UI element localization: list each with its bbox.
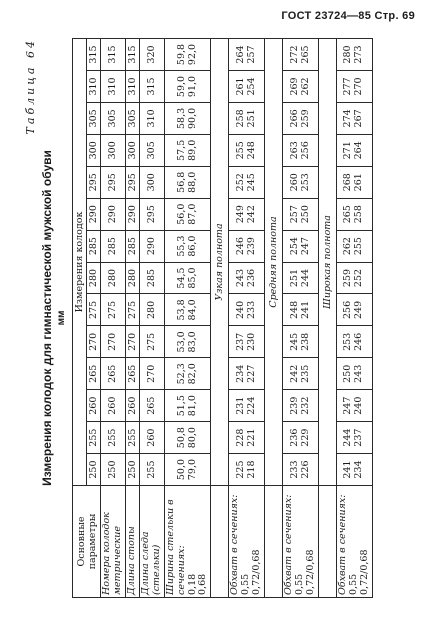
data-cell xyxy=(229,102,265,134)
data-cell xyxy=(283,134,319,166)
data-cell xyxy=(283,71,319,103)
data-cell: 255 xyxy=(125,422,139,454)
cell-value: 251 xyxy=(245,109,257,128)
data-cell: 300 xyxy=(125,134,139,166)
data-cell xyxy=(336,198,372,230)
row-label-text: Длина стопы xyxy=(125,526,137,595)
data-cell: 320 xyxy=(139,39,164,71)
data-cell: 255 xyxy=(101,422,126,454)
cell-value: 59,0 xyxy=(175,75,187,98)
column-header: 290 xyxy=(87,198,101,230)
cell-value: 237 xyxy=(234,332,246,351)
data-cell: 285 xyxy=(125,230,139,262)
cell-value: 267 xyxy=(353,109,365,128)
data-cell xyxy=(164,262,211,294)
section-title: Широкая полнота xyxy=(318,39,336,486)
data-cell xyxy=(283,102,319,134)
data-cell: 310 xyxy=(101,71,126,103)
data-cell xyxy=(229,262,265,294)
data-cell xyxy=(283,422,319,454)
data-cell: 315 xyxy=(125,39,139,71)
cell-value: 83,0 xyxy=(186,331,198,353)
row-label xyxy=(229,486,265,598)
data-cell xyxy=(336,390,372,422)
cell-value: 50,8 xyxy=(175,427,187,449)
row-sublabel: 0,55 xyxy=(294,573,306,595)
data-cell xyxy=(336,262,372,294)
data-cell: 255 xyxy=(139,454,164,486)
cell-value: 91,0 xyxy=(186,75,198,98)
data-cell xyxy=(336,294,372,326)
cell-value: 53,8 xyxy=(175,299,187,321)
cell-value: 258 xyxy=(234,109,246,128)
cell-value: 225 xyxy=(234,460,246,479)
cell-value: 258 xyxy=(353,205,365,224)
table-body xyxy=(101,39,373,598)
cell-value: 246 xyxy=(353,332,365,351)
cell-value: 255 xyxy=(234,141,246,160)
data-cell: 270 xyxy=(125,326,139,358)
data-cell xyxy=(229,390,265,422)
data-cell xyxy=(229,134,265,166)
data-cell xyxy=(336,39,372,71)
column-header: 260 xyxy=(87,390,101,422)
data-cell xyxy=(164,454,211,486)
data-cell xyxy=(283,39,319,71)
cell-value: 264 xyxy=(234,45,246,64)
cell-value: 236 xyxy=(288,428,300,447)
data-cell: 250 xyxy=(125,454,139,486)
cell-value: 231 xyxy=(234,396,246,415)
cell-value: 252 xyxy=(353,268,365,288)
cell-value: 261 xyxy=(353,173,365,192)
data-cell xyxy=(229,454,265,486)
cell-value: 241 xyxy=(342,460,354,479)
cell-value: 242 xyxy=(245,205,257,224)
data-cell: 270 xyxy=(101,326,126,358)
data-cell xyxy=(164,358,211,390)
cell-value: 227 xyxy=(245,364,257,383)
data-cell: 315 xyxy=(139,71,164,103)
data-cell: 270 xyxy=(139,358,164,390)
cell-value: 237 xyxy=(353,428,365,447)
cell-value: 254 xyxy=(288,237,300,256)
data-cell: 315 xyxy=(101,39,126,71)
cell-value: 57,5 xyxy=(175,139,187,161)
cell-value: 247 xyxy=(342,396,354,415)
data-cell: 265 xyxy=(125,358,139,390)
cell-value: 280 xyxy=(342,45,354,64)
cell-value: 51,5 xyxy=(175,395,187,417)
param-header: Основные параметры xyxy=(73,486,101,598)
cell-value: 239 xyxy=(288,396,300,415)
column-header: 285 xyxy=(87,230,101,262)
row-label xyxy=(125,486,139,598)
cell-value: 56,0 xyxy=(175,203,187,225)
data-cell: 265 xyxy=(101,358,126,390)
cell-value: 56,8 xyxy=(175,171,187,193)
row-sublabel: 0,55 xyxy=(240,573,252,595)
row-label xyxy=(283,486,319,598)
cell-value: 261 xyxy=(234,77,246,96)
cell-value: 50,0 xyxy=(175,458,187,481)
data-cell xyxy=(164,390,211,422)
cell-value: 88,0 xyxy=(186,171,198,193)
cell-value: 269 xyxy=(288,77,300,96)
data-cell xyxy=(336,326,372,358)
cell-value: 256 xyxy=(342,300,354,319)
data-cell xyxy=(164,230,211,262)
data-cell xyxy=(229,326,265,358)
cell-value: 254 xyxy=(245,77,257,96)
cell-value: 229 xyxy=(299,428,311,447)
table-row xyxy=(336,39,372,598)
data-cell xyxy=(283,358,319,390)
cell-value: 246 xyxy=(234,237,246,256)
cell-value: 266 xyxy=(288,109,300,128)
row-sublabel: 0,72/0,68 xyxy=(358,549,370,595)
data-cell xyxy=(164,71,211,103)
column-header: 315 xyxy=(87,39,101,71)
cell-value: 52,3 xyxy=(175,363,187,385)
cell-value: 250 xyxy=(342,364,354,383)
data-cell xyxy=(283,454,319,486)
cell-value: 221 xyxy=(245,428,257,447)
cell-value: 59,8 xyxy=(175,43,187,66)
cell-value: 90,0 xyxy=(186,107,198,129)
data-cell xyxy=(336,230,372,262)
column-header: 250 xyxy=(87,454,101,486)
column-header: 270 xyxy=(87,326,101,358)
column-header: 255 xyxy=(87,422,101,454)
data-cell xyxy=(336,102,372,134)
cell-value: 238 xyxy=(299,332,311,351)
cell-value: 55,3 xyxy=(175,235,187,257)
table-number: Таблица 64 xyxy=(24,38,37,135)
row-sublabel: 0,72/0,68 xyxy=(251,549,263,595)
cell-value: 244 xyxy=(299,268,311,288)
cell-value: 243 xyxy=(234,268,246,288)
column-header: 280 xyxy=(87,262,101,294)
data-cell: 300 xyxy=(139,166,164,198)
row-sublabel: 0,18 xyxy=(186,573,198,595)
section-title-row xyxy=(318,39,336,598)
data-cell: 275 xyxy=(101,294,126,326)
row-label xyxy=(164,486,211,598)
data-cell xyxy=(229,294,265,326)
section-title: Узкая полнота xyxy=(211,39,229,486)
data-cell xyxy=(229,198,265,230)
data-cell: 295 xyxy=(125,166,139,198)
cell-value: 244 xyxy=(342,428,354,447)
cell-value: 257 xyxy=(288,205,300,224)
cell-value: 228 xyxy=(234,428,246,447)
data-cell: 290 xyxy=(125,198,139,230)
data-cell xyxy=(164,422,211,454)
data-cell xyxy=(229,166,265,198)
cell-value: 235 xyxy=(299,364,311,383)
row-label-text: Обхват в сечениях: xyxy=(336,494,348,595)
data-cell xyxy=(336,422,372,454)
table-unit: мм xyxy=(56,310,67,326)
column-header: 265 xyxy=(87,358,101,390)
data-cell xyxy=(336,134,372,166)
data-cell xyxy=(164,134,211,166)
cell-value: 84,0 xyxy=(186,299,198,321)
cell-value: 92,0 xyxy=(186,43,198,66)
cell-value: 241 xyxy=(299,300,311,319)
cell-value: 263 xyxy=(288,141,300,160)
column-header: 295 xyxy=(87,166,101,198)
cell-value: 242 xyxy=(288,364,300,383)
cell-value: 233 xyxy=(288,460,300,479)
data-cell: 285 xyxy=(139,262,164,294)
row-label xyxy=(139,486,164,598)
row-sublabel: 0,72/0,68 xyxy=(304,549,316,595)
cell-value: 262 xyxy=(299,77,311,96)
cell-value: 234 xyxy=(234,364,246,383)
data-cell: 310 xyxy=(139,102,164,134)
data-cell xyxy=(164,102,211,134)
section-spacer xyxy=(318,486,336,598)
data-cell: 275 xyxy=(139,326,164,358)
table-row xyxy=(164,39,211,598)
table-row xyxy=(139,39,164,598)
cell-value: 233 xyxy=(245,300,257,319)
cell-value: 252 xyxy=(234,173,246,192)
cell-value: 87,0 xyxy=(186,203,198,225)
row-sublabel: 0,55 xyxy=(347,573,359,595)
cell-value: 85,0 xyxy=(186,267,198,289)
cell-value: 259 xyxy=(342,268,354,288)
cell-value: 265 xyxy=(342,205,354,224)
cell-value: 272 xyxy=(288,45,300,64)
data-cell: 295 xyxy=(101,166,126,198)
column-header: 300 xyxy=(87,134,101,166)
cell-value: 271 xyxy=(342,141,354,160)
data-cell xyxy=(283,326,319,358)
cell-value: 268 xyxy=(342,173,354,192)
cell-value: 255 xyxy=(353,237,365,256)
data-cell: 265 xyxy=(139,390,164,422)
data-cell xyxy=(229,71,265,103)
cell-value: 270 xyxy=(353,77,365,96)
cell-value: 82,0 xyxy=(186,363,198,385)
cell-value: 239 xyxy=(245,237,257,256)
cell-value: 81,0 xyxy=(186,395,198,417)
row-label-text: Обхват в сечениях: xyxy=(283,494,295,595)
cell-value: 248 xyxy=(245,141,257,160)
cell-value: 245 xyxy=(245,173,257,192)
cell-value: 277 xyxy=(342,77,354,96)
cell-value: 259 xyxy=(299,109,311,128)
row-sublabel: 0,68 xyxy=(197,573,209,595)
cell-value: 240 xyxy=(234,300,246,319)
cell-value: 232 xyxy=(299,396,311,415)
data-cell xyxy=(164,39,211,71)
cell-value: 230 xyxy=(245,332,257,351)
row-label-text: Номера колодок метрические xyxy=(101,512,123,595)
data-cell xyxy=(283,294,319,326)
data-cell xyxy=(283,262,319,294)
measurements-table xyxy=(72,38,373,598)
cell-value: 249 xyxy=(353,300,365,319)
table-row xyxy=(229,39,265,598)
cell-value: 253 xyxy=(299,173,311,192)
cell-value: 274 xyxy=(342,109,354,128)
data-cell: 260 xyxy=(101,390,126,422)
cell-value: 86,0 xyxy=(186,235,198,257)
data-cell: 280 xyxy=(101,262,126,294)
data-cell: 280 xyxy=(125,262,139,294)
data-cell: 305 xyxy=(125,102,139,134)
data-cell xyxy=(229,422,265,454)
table-row xyxy=(101,39,126,598)
data-cell: 285 xyxy=(101,230,126,262)
table-row xyxy=(283,39,319,598)
column-header: 275 xyxy=(87,294,101,326)
page-header: ГОСТ 23724—85 Стр. 69 xyxy=(281,10,415,22)
table-row xyxy=(125,39,139,598)
cell-value: 249 xyxy=(234,205,246,224)
row-label-text: Длина следа (стельки) xyxy=(139,531,162,595)
data-cell xyxy=(229,230,265,262)
cell-value: 247 xyxy=(299,237,311,256)
row-label-text: Обхват в сечениях: xyxy=(229,494,241,595)
cell-value: 226 xyxy=(299,460,311,479)
table-title: Измерения колодок для гимнастической мужской обуви xyxy=(40,150,54,486)
data-cell xyxy=(164,166,211,198)
data-cell: 280 xyxy=(139,294,164,326)
cell-value: 256 xyxy=(299,141,311,160)
data-cell xyxy=(336,166,372,198)
section-title: Средняя полнота xyxy=(265,39,283,486)
data-cell xyxy=(229,358,265,390)
cell-value: 58,3 xyxy=(175,107,187,129)
section-spacer xyxy=(265,486,283,598)
section-title-row xyxy=(211,39,229,598)
cell-value: 89,0 xyxy=(186,139,198,161)
data-cell: 260 xyxy=(125,390,139,422)
data-cell: 290 xyxy=(101,198,126,230)
data-cell xyxy=(336,454,372,486)
data-cell xyxy=(283,198,319,230)
data-cell: 305 xyxy=(101,102,126,134)
cell-value: 224 xyxy=(245,396,257,415)
data-cell: 300 xyxy=(101,134,126,166)
data-cell xyxy=(283,230,319,262)
data-cell: 260 xyxy=(139,422,164,454)
data-cell xyxy=(336,358,372,390)
cell-value: 80,0 xyxy=(186,427,198,449)
row-label-text: Ширина стельки в сечениях: xyxy=(164,499,187,595)
section-spacer xyxy=(211,486,229,598)
data-cell xyxy=(164,198,211,230)
column-header: 310 xyxy=(87,71,101,103)
data-cell: 305 xyxy=(139,134,164,166)
column-header: 305 xyxy=(87,102,101,134)
row-label xyxy=(336,486,372,598)
cell-value: 218 xyxy=(245,460,257,479)
data-cell: 250 xyxy=(101,454,126,486)
data-cell xyxy=(229,39,265,71)
cell-value: 248 xyxy=(288,300,300,319)
data-cell: 295 xyxy=(139,198,164,230)
data-cell xyxy=(164,294,211,326)
cell-value: 250 xyxy=(299,205,311,224)
data-cell xyxy=(283,166,319,198)
cell-value: 236 xyxy=(245,268,257,288)
section-title-row xyxy=(265,39,283,598)
cell-value: 251 xyxy=(288,268,300,288)
cell-value: 243 xyxy=(353,364,365,383)
cell-value: 260 xyxy=(288,173,300,192)
cell-value: 234 xyxy=(353,460,365,479)
cell-value: 253 xyxy=(342,332,354,351)
cell-value: 79,0 xyxy=(186,458,198,481)
data-cell: 310 xyxy=(125,71,139,103)
rotated-table-block xyxy=(20,38,415,598)
group-header: Измерения колодок xyxy=(73,39,87,486)
data-cell: 275 xyxy=(125,294,139,326)
data-cell: 290 xyxy=(139,230,164,262)
cell-value: 53,0 xyxy=(175,331,187,353)
cell-value: 54,5 xyxy=(175,267,187,289)
cell-value: 245 xyxy=(288,332,300,351)
cell-value: 273 xyxy=(353,45,365,64)
data-cell xyxy=(336,71,372,103)
cell-value: 240 xyxy=(353,396,365,415)
cell-value: 265 xyxy=(299,45,311,64)
cell-value: 264 xyxy=(353,141,365,160)
data-cell xyxy=(283,390,319,422)
row-label xyxy=(101,486,126,598)
cell-value: 257 xyxy=(245,45,257,64)
cell-value: 262 xyxy=(342,237,354,256)
data-cell xyxy=(164,326,211,358)
